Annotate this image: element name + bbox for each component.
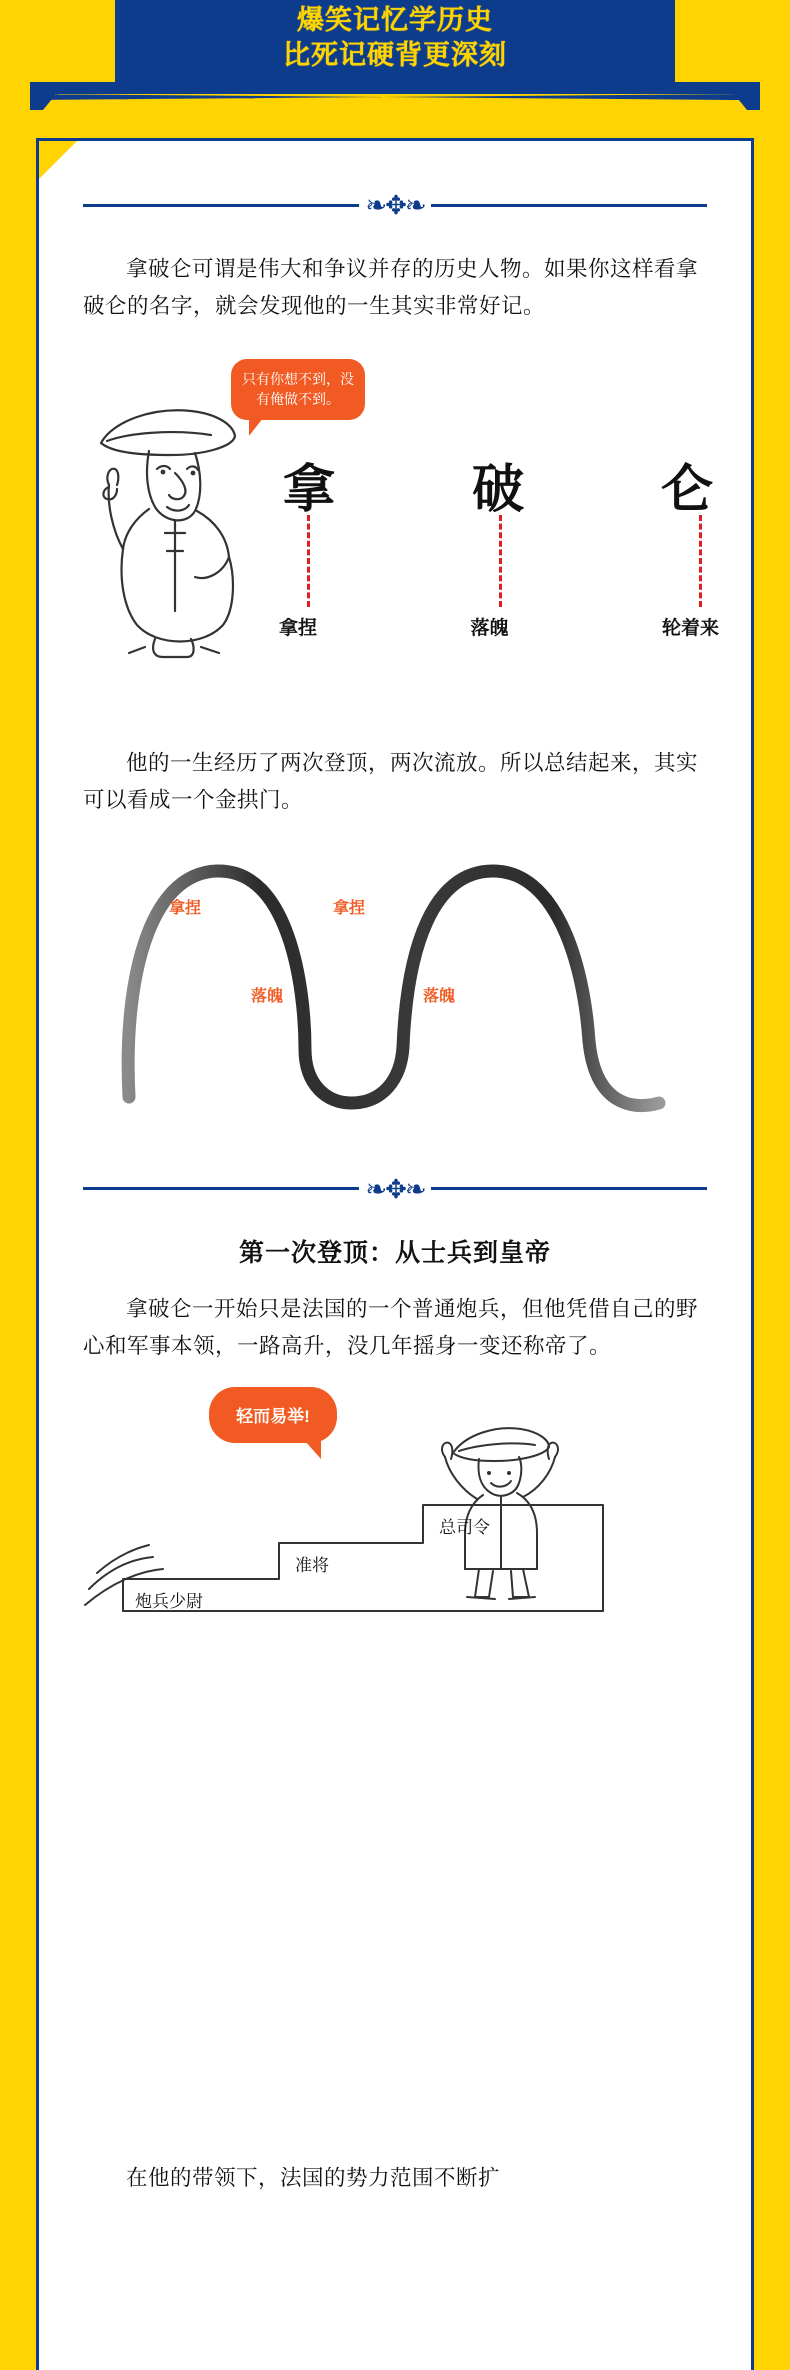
name-character-0: 拿 [283, 461, 336, 519]
divider-rule-right-2 [431, 1187, 707, 1190]
career-stairs-figure [83, 1383, 707, 1663]
dash-line-0 [307, 515, 310, 607]
divider-ornament-icon: ❧✥❧ [365, 190, 425, 220]
name-breakdown-figure [83, 351, 719, 741]
stairs-illustration-icon [83, 1383, 713, 1653]
napoleon-illustration-icon [83, 381, 273, 661]
title-banner [115, 0, 675, 82]
napoleon-speech-bubble: 只有你想不到，没有俺做不到。 [231, 359, 365, 420]
golden-arches-curve-icon [83, 835, 713, 1135]
divider-top [83, 183, 707, 227]
ribbon-bar [30, 82, 760, 94]
wave-label-valley-2: 落魄 [423, 987, 456, 1005]
dash-line-2 [699, 515, 702, 607]
dash-line-1 [499, 515, 502, 607]
divider-rule-left-2 [83, 1187, 359, 1190]
name-character-2: 仑 [660, 461, 713, 519]
name-meaning-1: 落魄 [470, 617, 509, 639]
ribbon-tail-left [30, 94, 56, 110]
wave-label-valley-1: 落魄 [251, 987, 284, 1005]
intro-paragraph: 拿破仑可谓是伟大和争议并存的历史人物。如果你这样看拿破仑的名字，就会发现他的一生其实非常好记。 [83, 257, 699, 318]
stairs-speech-bubble: 轻而易举! [209, 1387, 337, 1443]
content-card [36, 138, 754, 2370]
title-line-1: 爆笑记忆学历史 [297, 4, 493, 35]
dashed-connectors [283, 515, 713, 611]
divider-rule-right [431, 204, 707, 207]
life-curve-figure [83, 835, 707, 1153]
wave-paragraph: 他的一生经历了两次登顶，两次流放。所以总结起来，其实可以看成一个金拱门。 [83, 750, 699, 812]
name-characters-row [283, 447, 713, 522]
section1-paragraph: 拿破仑一开始只是法国的一个普通炮兵，但他凭借自己的野心和军事本领，一路高升，没几年摇身一变还称帝了。 [83, 1296, 699, 1358]
name-meaning-2: 轮着来 [661, 617, 719, 639]
name-character-1: 破 [471, 461, 524, 519]
stair-label-0: 炮兵少尉 [135, 1591, 203, 1611]
stair-label-2: 总司令 [439, 1517, 490, 1537]
ribbon-tail-right [734, 94, 760, 110]
title-line-2: 比死记硬背更深刻 [283, 40, 507, 70]
stair-label-1: 准将 [295, 1555, 329, 1575]
section-title-first-rise: 第一次登顶：从士兵到皇帝 [238, 1238, 551, 1267]
wave-label-peak-2: 拿捏 [333, 899, 366, 917]
divider-section [83, 1167, 707, 1211]
wave-label-peak-1: 拿捏 [169, 899, 202, 917]
header-banner-area [0, 0, 790, 112]
divider-ornament-icon-2: ❧✥❧ [365, 1173, 425, 1204]
divider-rule-left [83, 204, 359, 207]
closing-paragraph: 在他的带领下，法国的势力范围不断扩 [126, 2166, 501, 2190]
name-meanings-row [279, 613, 719, 640]
name-meaning-0: 拿捏 [279, 617, 318, 639]
